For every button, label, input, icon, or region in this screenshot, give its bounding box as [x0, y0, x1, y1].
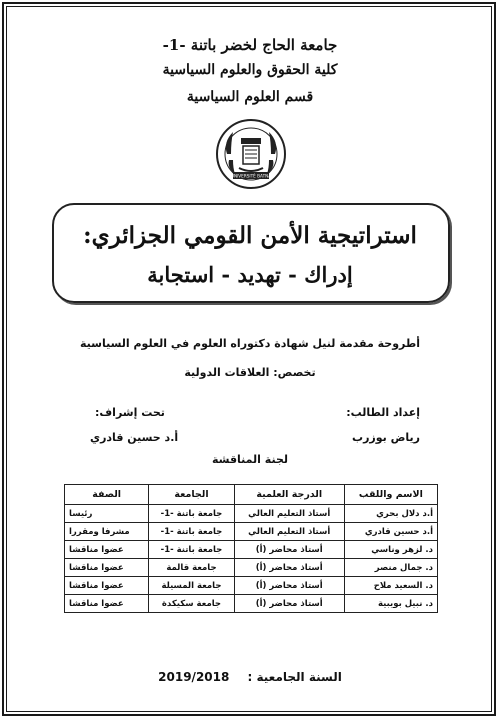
member-university: جامعة سكيكدة: [149, 595, 234, 613]
member-name: أ.د دلال بحري: [344, 505, 437, 523]
thesis-title: استراتيجية الأمن القومي الجزائري:: [83, 222, 417, 249]
member-university: جامعة باتنة -1-: [149, 505, 234, 523]
department-name: قسم العلوم السياسية: [186, 89, 314, 105]
table-row: [65, 523, 438, 541]
university-logo: [215, 118, 287, 190]
header-role: الصفة: [65, 485, 149, 505]
member-name: د. لزهر وناسي: [344, 541, 437, 559]
thesis-statement: أطروحة مقدمة لنيل شهادة دكتوراه العلوم في العلوم السياسية: [79, 337, 421, 350]
member-name: د. السعيد ملاح: [344, 577, 437, 595]
member-rank: أستاذ محاضر (أ): [234, 559, 344, 577]
header-university: الجامعة: [149, 485, 234, 505]
member-name: د. جمال منصر: [344, 559, 437, 577]
header-rank: الدرجة العلمية: [234, 485, 344, 505]
member-university: جامعة المسيلة: [149, 577, 234, 595]
academic-year-value: 2019/2018: [158, 670, 230, 684]
member-role: عضوا مناقشا: [65, 595, 149, 613]
member-university: جامعة باتنة -1-: [149, 541, 234, 559]
table-row: [65, 541, 438, 559]
member-rank: أستاذ محاضر (أ): [234, 595, 344, 613]
logo-text: UNIVERSITÉ BATNA: [230, 173, 272, 179]
member-role: مشرفا ومقررا: [65, 523, 149, 541]
table-row: [65, 559, 438, 577]
member-role: عضوا مناقشا: [65, 577, 149, 595]
academic-year-label: السنة الجامعية :: [247, 670, 342, 684]
academic-year: [0, 670, 500, 684]
thesis-subtitle: إدراك - تهديد - استجابة: [147, 262, 353, 287]
member-rank: أستاذ التعليم العالي: [234, 505, 344, 523]
member-role: عضوا مناقشا: [65, 559, 149, 577]
table-row: [65, 505, 438, 523]
specialty: تخصص: العلاقات الدولية: [184, 366, 316, 379]
member-university: جامعة باتنة -1-: [149, 523, 234, 541]
header-name: الاسم واللقب: [344, 485, 437, 505]
member-name: د. نبيل بويبية: [344, 595, 437, 613]
member-rank: أستاذ محاضر (أ): [234, 541, 344, 559]
student-name: رياض بوزرب: [352, 431, 420, 444]
faculty-name: كلية الحقوق والعلوم السياسية: [162, 62, 338, 78]
member-name: أ.د حسين قادري: [344, 523, 437, 541]
member-rank: أستاذ التعليم العالي: [234, 523, 344, 541]
supervisor-label: تحت إشراف:: [95, 406, 165, 419]
table-row: [65, 577, 438, 595]
member-role: رئيسا: [65, 505, 149, 523]
university-name: جامعة الحاج لخضر باتنة -1-: [162, 36, 338, 54]
student-label: إعداد الطالب:: [346, 406, 420, 419]
member-university: جامعة قالمة: [149, 559, 234, 577]
member-role: عضوا مناقشا: [65, 541, 149, 559]
title-frame: [52, 203, 450, 303]
member-rank: أستاذ محاضر (أ): [234, 577, 344, 595]
supervisor-name: أ.د حسين قادري: [90, 431, 179, 444]
committee-title: لجنة المناقشة: [211, 453, 288, 466]
committee-table: [64, 484, 438, 613]
table-row: [65, 595, 438, 613]
table-header-row: [65, 485, 438, 505]
